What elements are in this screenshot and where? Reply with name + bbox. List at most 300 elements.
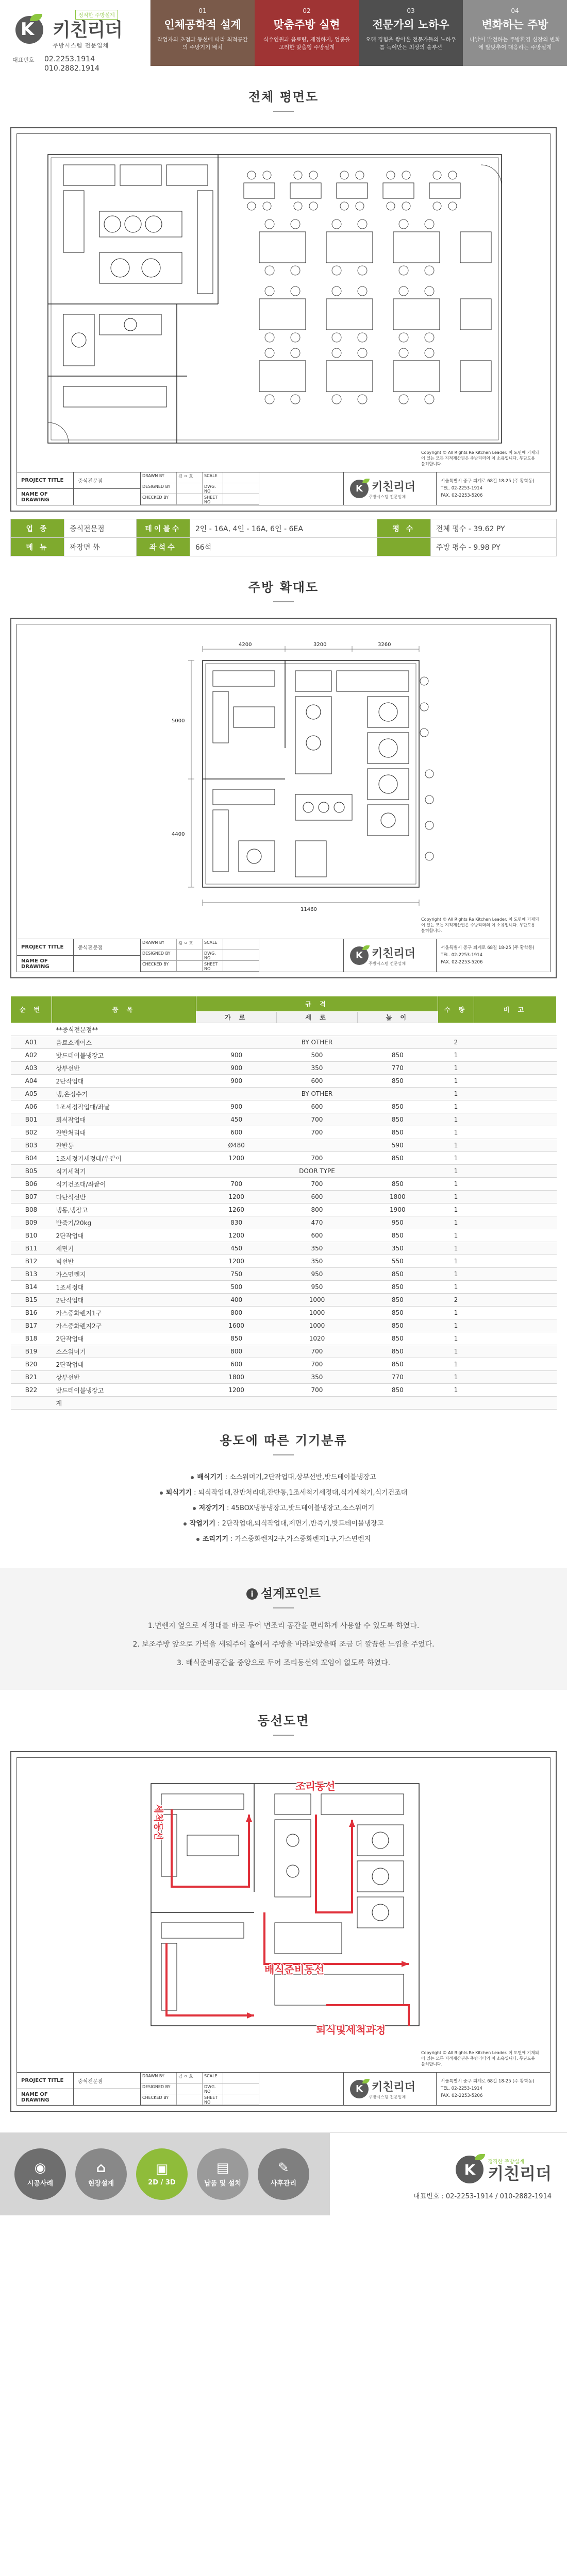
section-heading: 주방 확대도 <box>248 580 319 595</box>
table-row <box>11 1062 557 1075</box>
table-cell: A02 <box>11 1049 52 1062</box>
feature-2[interactable] <box>255 0 359 66</box>
usage-key: 배식기기 <box>197 1473 223 1481</box>
tb-cell <box>223 961 259 972</box>
title-block <box>17 472 550 505</box>
brand-block <box>0 0 151 73</box>
flow-label-return: 퇴식및세척과정 <box>316 2024 386 2036</box>
col-header-depth: 세 로 <box>277 1012 357 1023</box>
table-cell: 1 <box>438 1062 474 1075</box>
table-cell: 850 <box>357 1229 438 1242</box>
info-key: 평 수 <box>377 519 430 538</box>
table-cell: 1900 <box>357 1204 438 1216</box>
table-cell: 1 <box>438 1139 474 1152</box>
table-cell <box>277 1397 357 1410</box>
info-key: 메 뉴 <box>11 538 64 556</box>
section-heading: 용도에 따른 기기분류 <box>220 1433 347 1448</box>
tel-text: TEL. 02-2253-1914 <box>441 953 482 958</box>
table-cell <box>474 1332 557 1345</box>
flow-drawing <box>10 1751 557 2112</box>
table-cell: 2단작업대 <box>52 1075 196 1088</box>
tb-cell: CHECKED BY <box>141 2094 177 2105</box>
feature-desc: 나날이 발전하는 주방환경 신장의 변화에 발맞추어 대응하는 주방설계 <box>470 37 560 50</box>
table-cell: 가스중화렌지1구 <box>52 1307 196 1319</box>
table-row <box>11 1255 557 1268</box>
address-text: 서울특별시 중구 퇴계로 68길 18-25 (주 황학동) <box>441 479 535 484</box>
tb-cell: 김 ㅇ 호 <box>177 939 203 950</box>
table-cell <box>474 1126 557 1139</box>
brand-logo-icon: K <box>12 14 49 45</box>
table-cell: 1 <box>438 1075 474 1088</box>
table-cell: 850 <box>357 1358 438 1371</box>
floor-plan-svg <box>17 134 551 472</box>
fax-text: FAX. 02-2253-5206 <box>441 2093 483 2098</box>
footer-link-2d3d[interactable] <box>136 2148 188 2200</box>
feature-desc: 작업자의 초점과 동선에 따라 최적공간의 주방기기 배치 <box>157 37 248 50</box>
wrench-icon: ✎ <box>278 2160 289 2176</box>
tb-cell <box>223 2094 259 2105</box>
usage-value: 45BOX냉동냉장고,밧드테이블냉장고,소스워머기 <box>231 1504 375 1512</box>
table-cell: 소스워머기 <box>52 1345 196 1358</box>
footer-link-cases[interactable] <box>14 2148 66 2200</box>
col-header-height: 높 이 <box>357 1012 438 1023</box>
info-value: 짜장면 外 <box>64 538 137 556</box>
table-cell: 다단식선반 <box>52 1191 196 1204</box>
table-cell: 식기건조대/좌끝이 <box>52 1178 196 1191</box>
table-cell: 가스중화렌지2구 <box>52 1319 196 1332</box>
table-cell: 1 <box>438 1358 474 1371</box>
table-cell <box>11 1397 52 1410</box>
flow-title <box>0 1690 567 1736</box>
table-cell <box>474 1178 557 1191</box>
table-cell: 1200 <box>196 1152 277 1165</box>
usage-row: 조리기기 : 가스중화렌지2구,가스중화렌지1구,가스면렌지 <box>52 1532 515 1547</box>
footer-brand-name: 키친리더 <box>488 2163 552 2183</box>
table-row <box>11 1332 557 1345</box>
tb-cell: SHEET NO <box>203 2094 223 2105</box>
table-cell: 1 <box>438 1345 474 1358</box>
table-cell: 밧드테이블냉장고 <box>52 1384 196 1397</box>
table-cell: 1 <box>438 1319 474 1332</box>
table-row <box>11 1152 557 1165</box>
tb-cell <box>223 2083 259 2094</box>
table-cell: 1 <box>438 1126 474 1139</box>
table-cell: 850 <box>357 1332 438 1345</box>
table-cell: 850 <box>357 1294 438 1307</box>
feature-desc: 식수인원과 음료량, 제정하지, 업종을 고려한 맞춤형 주방설계 <box>263 37 351 50</box>
table-cell: 1 <box>438 1281 474 1294</box>
table-cell: B19 <box>11 1345 52 1358</box>
table-cell <box>357 1397 438 1410</box>
title-block-logo <box>344 472 437 505</box>
table-cell: 700 <box>277 1384 357 1397</box>
kitchen-plan-title <box>0 556 567 602</box>
tb-cell: SHEET NO <box>203 961 223 972</box>
tb-cell: DWG. NO <box>203 950 223 961</box>
table-cell: 2 <box>438 1036 474 1049</box>
table-cell: 900 <box>196 1049 277 1062</box>
table-cell <box>474 1281 557 1294</box>
table-cell: B14 <box>11 1281 52 1294</box>
table-cell: 850 <box>357 1075 438 1088</box>
table-cell: 700 <box>277 1358 357 1371</box>
table-row <box>11 1384 557 1397</box>
tel-text: TEL. 02-2253-1914 <box>441 2086 482 2091</box>
usage-title <box>0 1410 567 1455</box>
footer-phone[interactable]: 대표번호 : 02-2253-1914 / 010-2882-1914 <box>413 2193 552 2200</box>
table-cell: B11 <box>11 1242 52 1255</box>
info-value: 66석 <box>190 538 377 556</box>
table-row <box>11 1281 557 1294</box>
logo-sub: 주방시스템 전문업체 <box>369 494 406 499</box>
tb-cell <box>223 494 259 505</box>
feature-title: 변화하는 주방 <box>481 19 548 31</box>
usage-value: 퇴식작업대,잔반처리대,잔반통,1조세척기세정대,식기세척기,식기건조대 <box>198 1489 408 1497</box>
feature-3[interactable] <box>359 0 463 66</box>
tb-cell: SCALE <box>203 939 223 950</box>
feature-number: 04 <box>511 7 519 14</box>
col-header-no: 순 번 <box>11 996 52 1023</box>
table-row <box>11 1345 557 1358</box>
table-row <box>11 1371 557 1384</box>
table-row <box>11 1319 557 1332</box>
table-cell: 1800 <box>196 1371 277 1384</box>
table-row <box>11 1165 557 1178</box>
table-cell: 1조세정기세정대/우끝이 <box>52 1152 196 1165</box>
table-cell <box>474 1242 557 1255</box>
tb-cell: 김 ㅇ 호 <box>177 472 203 483</box>
feature-title: 인체공학적 설계 <box>164 19 241 31</box>
table-cell: 1260 <box>196 1204 277 1216</box>
table-cell: 950 <box>277 1281 357 1294</box>
table-row <box>11 1139 557 1152</box>
table-cell <box>474 1216 557 1229</box>
info-value: 2인 - 16A, 4인 - 16A, 6인 - 6EA <box>190 519 377 538</box>
col-header-note: 비 고 <box>474 996 557 1023</box>
usage-row: 배식기기 : 소스워머기,2단작업대,상부선반,밧드테이블냉장고 <box>52 1470 515 1485</box>
bullet-icon <box>193 1507 196 1510</box>
table-cell <box>474 1100 557 1113</box>
table-cell: 2단작업대 <box>52 1332 196 1345</box>
camera-icon: ◉ <box>34 2160 46 2176</box>
phone-2[interactable]: 010.2882.1914 <box>44 64 99 73</box>
brand-subtitle: 주방시스템 전문업체 <box>53 42 109 49</box>
table-cell <box>474 1088 557 1100</box>
table-cell <box>474 1113 557 1126</box>
table-cell <box>474 1023 557 1036</box>
table-cell: 850 <box>357 1319 438 1332</box>
title-block-address <box>437 939 550 972</box>
table-cell <box>474 1255 557 1268</box>
feature-1[interactable] <box>151 0 255 66</box>
dining-tables <box>244 183 491 392</box>
footer-link-label: 시공사례 <box>27 2180 54 2188</box>
tb-cell: DWG. NO <box>203 2083 223 2094</box>
tb-cell <box>177 961 203 972</box>
feature-number: 03 <box>407 7 415 14</box>
tb-cell <box>177 2094 203 2105</box>
svg-text:3200: 3200 <box>313 642 327 648</box>
footer-link-site-design[interactable] <box>75 2148 127 2200</box>
table-cell: 1조세정대 <box>52 1281 196 1294</box>
table-row <box>11 1216 557 1229</box>
table-cell: 850 <box>357 1152 438 1165</box>
table-row <box>11 1268 557 1281</box>
table-cell: 1200 <box>196 1255 277 1268</box>
tb-cell: SCALE <box>203 2073 223 2083</box>
col-header-name: 품 목 <box>52 996 196 1023</box>
table-cell: 벽선반 <box>52 1255 196 1268</box>
logo-name: 키친리더 <box>372 2080 416 2094</box>
truck-icon: ▤ <box>216 2160 229 2176</box>
table-cell: 음료쇼케이스 <box>52 1036 196 1049</box>
bullet-icon <box>191 1476 194 1479</box>
table-cell: 2 <box>438 1294 474 1307</box>
copyright-note: Copyright © All Rights Re Kitchen Leader. 이 도면에 기재되어 있는 모든 지적재산권은 주방리더의 이 소유입니다. 무단도용 불허합니다. <box>421 450 539 466</box>
table-cell: 600 <box>277 1191 357 1204</box>
table-cell: 850 <box>357 1281 438 1294</box>
design-point: 1.면렌지 옆으로 세정대를 바로 두어 면조리 공간을 편리하게 사용할 수 있도록 하였다. <box>147 1622 420 1630</box>
table-cell: 제면기 <box>52 1242 196 1255</box>
feature-4[interactable] <box>463 0 567 66</box>
table-cell: 900 <box>196 1075 277 1088</box>
table-cell: B17 <box>11 1319 52 1332</box>
footer-link-install[interactable] <box>197 2148 248 2200</box>
info-key: 좌석수 <box>136 538 190 556</box>
table-row <box>11 1049 557 1062</box>
tb-cell <box>223 483 259 494</box>
table-row <box>11 1358 557 1371</box>
table-row <box>11 1088 557 1100</box>
table-cell: 800 <box>196 1345 277 1358</box>
table-cell: 2단작업대 <box>52 1229 196 1242</box>
table-cell: B13 <box>11 1268 52 1281</box>
info-key <box>377 538 430 556</box>
table-cell: B18 <box>11 1332 52 1345</box>
table-cell: 950 <box>357 1216 438 1229</box>
table-cell: 냉동,냉장고 <box>52 1204 196 1216</box>
tb-cell <box>223 950 259 961</box>
table-cell: 식기세척기 <box>52 1165 196 1178</box>
table-cell <box>474 1191 557 1204</box>
tel-text: TEL. 02-2253-1914 <box>441 486 482 491</box>
brand-slogan: 정직한 주방설계 <box>75 10 118 20</box>
logo-icon: K <box>456 2156 483 2183</box>
address-text: 서울특별시 중구 퇴계로 68길 18-25 (주 황학동) <box>441 945 535 951</box>
tb-cell: CHECKED BY <box>141 961 177 972</box>
table-cell <box>196 1023 277 1036</box>
table-cell: 1 <box>438 1242 474 1255</box>
table-cell: A04 <box>11 1075 52 1088</box>
table-cell: B02 <box>11 1126 52 1139</box>
table-cell: 밧드테이블냉장고 <box>52 1049 196 1062</box>
tb-cell <box>177 2083 203 2094</box>
table-cell: 350 <box>277 1242 357 1255</box>
table-cell: DOOR TYPE <box>196 1165 438 1178</box>
table-cell: B07 <box>11 1191 52 1204</box>
footer-link-label: 사후관리 <box>270 2180 297 2188</box>
table-cell: 1 <box>438 1088 474 1100</box>
title-block <box>17 2072 550 2105</box>
footer-link-after-service[interactable] <box>258 2148 309 2200</box>
table-row <box>11 1191 557 1204</box>
table-cell: 900 <box>196 1062 277 1075</box>
table-cell: 500 <box>277 1049 357 1062</box>
usage-value: 소스워머기,2단작업대,상부선반,밧드테이블냉장고 <box>229 1473 376 1481</box>
tb-cell <box>223 2073 259 2083</box>
table-row <box>11 1242 557 1255</box>
table-cell: 700 <box>277 1126 357 1139</box>
table-row <box>11 1023 557 1036</box>
table-cell: B21 <box>11 1371 52 1384</box>
flow-svg <box>17 1758 551 2072</box>
flow-label-cook: 조리동선 <box>295 1780 336 1792</box>
table-cell <box>474 1371 557 1384</box>
section-heading: 설계포인트 <box>261 1586 321 1601</box>
equipment-table <box>10 996 557 1410</box>
feature-desc: 오랜 경험을 쌓아온 전문가들의 노하우를 녹여만든 최상의 솔루션 <box>365 37 456 50</box>
footer-slogan: 정직한 주방설계 <box>488 2159 525 2165</box>
table-cell: 1 <box>438 1384 474 1397</box>
design-point: 3. 배식준비공간을 중앙으로 두어 조리동선의 꼬임이 없도록 하였다. <box>176 1659 391 1667</box>
table-cell: 850 <box>357 1345 438 1358</box>
tb-cell <box>223 939 259 950</box>
drawing-name-label: NAME OF DRAWING <box>17 2089 74 2106</box>
page-footer <box>0 2132 567 2215</box>
logo-name: 키친리더 <box>372 480 416 494</box>
fax-text: FAX. 02-2253-5206 <box>441 493 483 498</box>
usage-value: 2단작업대,퇴식작업대,제면기,반죽기,밧드테이블냉장고 <box>222 1520 384 1528</box>
table-cell: 1000 <box>277 1294 357 1307</box>
feature-tabs <box>151 0 567 66</box>
tb-cell <box>177 494 203 505</box>
table-cell: 850 <box>196 1332 277 1345</box>
table-cell: 1 <box>438 1049 474 1062</box>
title-block-logo <box>344 939 437 972</box>
table-cell: 850 <box>357 1113 438 1126</box>
table-cell: B01 <box>11 1113 52 1126</box>
svg-text:3260: 3260 <box>378 642 391 648</box>
table-cell: 1 <box>438 1165 474 1178</box>
table-row <box>11 1126 557 1139</box>
info-key: 테이블수 <box>136 519 190 538</box>
table-cell: 1000 <box>277 1319 357 1332</box>
design-point: 2. 보조주방 앞으로 가벽을 세워주어 홀에서 주방을 바라보았을때 조금 더 깔끔한 느낌을 주었다. <box>132 1640 435 1649</box>
table-cell: 1 <box>438 1371 474 1384</box>
usage-key: 퇴식기기 <box>165 1489 192 1497</box>
tb-cell: SHEET NO <box>203 494 223 505</box>
feature-number: 02 <box>303 7 311 14</box>
table-row <box>11 1178 557 1191</box>
table-cell <box>438 1023 474 1036</box>
table-cell: 잔반처리대 <box>52 1126 196 1139</box>
table-cell: **중식전문점** <box>52 1023 196 1036</box>
table-cell: 1 <box>438 1255 474 1268</box>
title-block <box>17 939 550 972</box>
phone-1[interactable]: 02.2253.1914 <box>44 55 95 63</box>
table-row <box>11 1307 557 1319</box>
table-cell <box>474 1204 557 1216</box>
table-cell: 700 <box>196 1178 277 1191</box>
table-row <box>11 1294 557 1307</box>
equipment-table-body <box>11 1023 557 1410</box>
table-row <box>11 1036 557 1049</box>
table-cell: 450 <box>196 1113 277 1126</box>
tb-cell: DRAWN BY <box>141 472 177 483</box>
table-cell: 잔반통 <box>52 1139 196 1152</box>
table-cell: 470 <box>277 1216 357 1229</box>
table-cell: B08 <box>11 1204 52 1216</box>
table-cell <box>474 1075 557 1088</box>
tb-cell: 김 ㅇ 호 <box>177 2073 203 2083</box>
table-cell: 830 <box>196 1216 277 1229</box>
table-cell: B20 <box>11 1358 52 1371</box>
section-heading: 전체 평면도 <box>248 90 319 104</box>
table-cell: 1000 <box>277 1307 357 1319</box>
table-cell: 770 <box>357 1062 438 1075</box>
bullet-icon <box>196 1538 199 1541</box>
title-block-cells <box>141 472 259 505</box>
table-cell: 냉,온정수기 <box>52 1088 196 1100</box>
logo-icon: K <box>350 480 369 498</box>
title-block-logo <box>344 2073 437 2105</box>
logo-icon: K <box>350 946 369 965</box>
table-cell <box>474 1165 557 1178</box>
table-cell <box>474 1319 557 1332</box>
info-key: 업 종 <box>11 519 64 538</box>
tb-cell <box>223 472 259 483</box>
copyright-note: Copyright © All Rights Re Kitchen Leader. 이 도면에 기재되어 있는 모든 지적재산권은 주방리더의 이 소유입니다. 무단도용 불허합니다. <box>421 917 539 933</box>
table-cell: 1 <box>438 1216 474 1229</box>
table-row <box>11 1113 557 1126</box>
feature-number: 01 <box>198 7 207 14</box>
table-cell: 850 <box>357 1126 438 1139</box>
title-block-cells <box>141 939 259 972</box>
table-cell: 1600 <box>196 1319 277 1332</box>
table-cell: B09 <box>11 1216 52 1229</box>
tb-cell <box>177 950 203 961</box>
table-cell: 1 <box>438 1113 474 1126</box>
col-header-qty: 수 량 <box>438 996 474 1023</box>
usage-row: 저장기기 : 45BOX냉동냉장고,밧드테이블냉장고,소스워머기 <box>52 1501 515 1516</box>
table-cell: B10 <box>11 1229 52 1242</box>
bullet-icon <box>160 1492 163 1495</box>
design-points <box>0 1568 567 1690</box>
tb-cell: DRAWN BY <box>141 2073 177 2083</box>
project-title-value: 중식전문점 <box>78 479 103 484</box>
table-cell: Ø480 <box>196 1139 277 1152</box>
table-cell: 700 <box>277 1178 357 1191</box>
table-cell: B22 <box>11 1384 52 1397</box>
table-cell <box>277 1139 357 1152</box>
table-row <box>11 1075 557 1088</box>
tb-cell: DWG. NO <box>203 483 223 494</box>
table-cell <box>474 1345 557 1358</box>
table-cell: B12 <box>11 1255 52 1268</box>
info-value: 주방 평수 - 9.98 PY <box>430 538 556 556</box>
project-title-label: PROJECT TITLE <box>17 939 74 955</box>
table-cell: B15 <box>11 1294 52 1307</box>
table-cell: 상부선반 <box>52 1062 196 1075</box>
table-cell: 1 <box>438 1100 474 1113</box>
table-cell: 1 <box>438 1268 474 1281</box>
section-heading: 동선도면 <box>257 1714 310 1728</box>
table-cell: 2단작업대 <box>52 1358 196 1371</box>
usage-row: 퇴식기기 : 퇴식작업대,잔반처리대,잔반통,1조세척기세정대,식기세척기,식기건조대 <box>52 1485 515 1501</box>
table-cell <box>11 1023 52 1036</box>
table-cell <box>474 1307 557 1319</box>
tb-cell: DRAWN BY <box>141 939 177 950</box>
